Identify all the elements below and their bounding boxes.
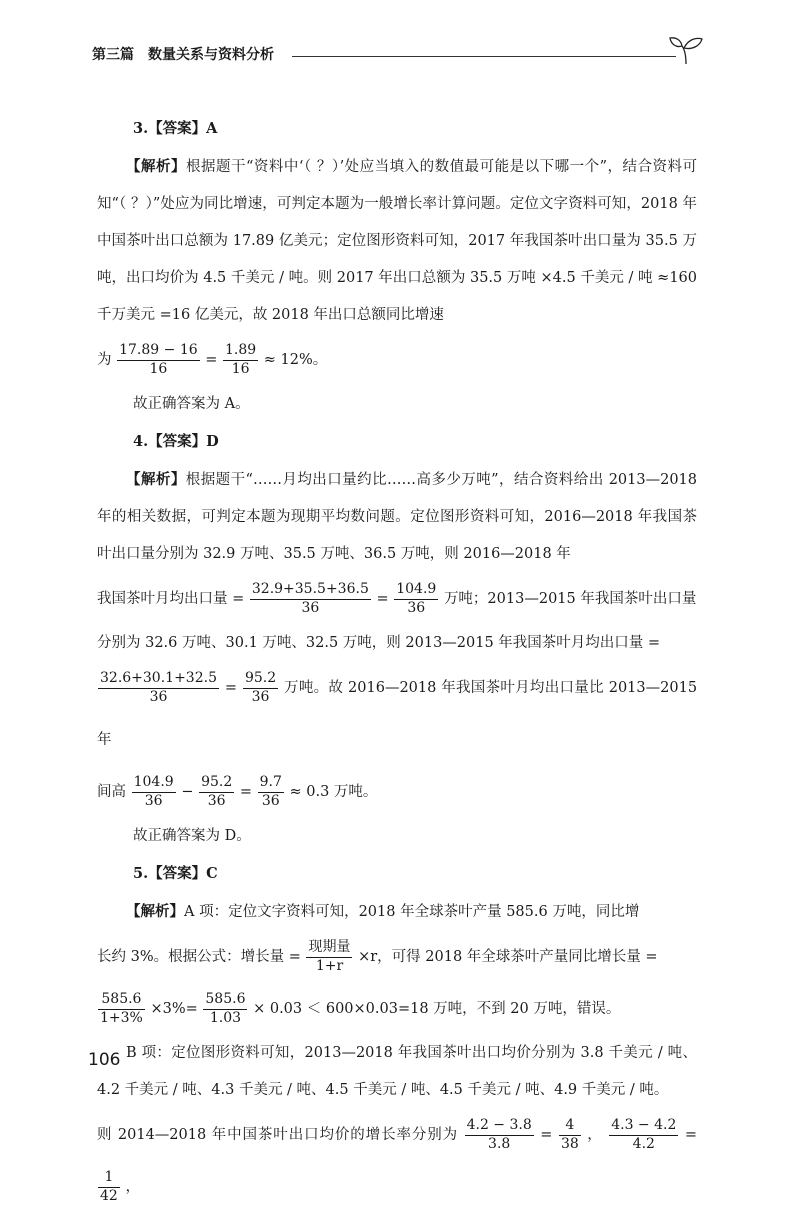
fraction: $\frac{4.3 - 4.2}{4.2}$ [611,1117,677,1152]
q5-equation-b: 长约 3%。根据公式：增长量 = $\frac{\text{现期量}}{1+r}$ ×r，可得 2018 年全球茶叶产量同比增长量 = [97,939,658,974]
q3-conclusion: 故正确答案为 A。 [133,396,250,412]
fraction: $\frac{9.7}{36}$ [259,774,282,809]
q5-text-2: B 项：定位图形资料可知，2013—2018 年我国茶叶出口均价分别为 3.8 千美元 / 吨、4.2 千美元 / 吨、4.3 千美元 / 吨、4.5 千美元 / 吨、4.5 千美元 / 吨、4.9 千美元 / 吨。 [97,1045,697,1098]
fraction: $\frac{95.2}{36}$ [244,670,277,705]
q3-equation: 为 $\frac{17.89 - 16}{16}$ = $\frac{1.89}{16}$ ≈ 12%。 [97,342,328,377]
fraction: $\frac{\text{现期量}}{1+r}$ [308,939,351,974]
q4-analysis-text: 根据题干“……月均出口量约比……高多少万吨”，结合资料给出 2013—2018 年的相关数据，可判定本题为现期平均数问题。定位图形资料可知，2016—2018 年我国茶叶出口量分别为 32.9 万吨、35.5 万吨、36.5 万吨，则 2016—2018 年 [97,472,697,562]
fraction: $\frac{17.89 - 16}{16}$ [119,342,198,377]
fraction: $\frac{32.6+30.1+32.5}{36}$ [100,670,217,705]
q5-equation-e: 则 2014—2018 年中国茶叶出口均价的增长率分别为 $\frac{4.2 - 3.8}{3.8}$ = $\frac{4}{38}$ ， $\frac{4.3 - 4.2}{4.2}$ = $\frac{1}{42}$ ， [97,1117,698,1204]
fraction: $\frac{104.9}{36}$ [133,774,174,809]
fraction: $\frac{4.2 - 3.8}{3.8}$ [466,1117,532,1152]
q4-equation-a: 我国茶叶月均出口量 = $\frac{32.9+35.5+36.5}{36}$ = $\frac{104.9}{36}$ 万吨；2013—2015 年我国茶叶出口量 [97,581,697,616]
fraction: $\frac{32.9+35.5+36.5}{36}$ [251,581,369,616]
q5-equation-c: $\frac{585.6}{1+3\%}$ ×3%= $\frac{585.6}{1.03}$ × 0.03 ＜ 600×0.03=18 万吨，不到 20 万吨，错误。 [100,991,621,1026]
q4-conclusion: 故正确答案为 D。 [133,828,251,844]
fraction: $\frac{585.6}{1.03}$ [205,991,246,1026]
q4-analysis [97,461,697,573]
q5-analysis-label: 【解析】 [126,903,184,920]
q4-answer: 4.【答案】D [133,433,219,450]
page-header [92,40,704,74]
q4-text-2: 分别为 32.6 万吨、30.1 万吨、32.5 万吨，则 2013—2015 年我国茶叶月均出口量 = [97,635,661,651]
page-number: 106 [88,1050,121,1070]
q3-analysis-text: 根据题干“资料中‘（ ？）’处应当填入的数值最可能是以下哪一个”，结合资料可知“（ ？）”处应为同比增速，可判定本题为一般增长率计算问题。定位文字资料可知，2018 年中国茶叶出口总额为 17.89 亿美元；定位图形资料可知，2017 年我国茶叶出口量为 35.5 万吨，出口均价为 4.5 千美元 / 吨。则 2017 年出口总额为 35.5 万吨 ×4.5 千美元 / 吨 ≈160 千万美元 =16 亿美元，故 2018 年出口总额同比增速 [97,159,697,323]
sprout-icon [668,34,704,66]
q4-equation-c: $\frac{32.6+30.1+32.5}{36}$ = $\frac{95.2}{36}$ 万吨。故 2016—2018 年我国茶叶月均出口量比 2013—2015 年 [97,670,698,748]
q3-analysis [97,148,697,334]
q4-analysis-label: 【解析】 [126,471,186,488]
fraction: $\frac{4}{38}$ [560,1117,579,1152]
q3-answer: 3.【答案】A [133,120,218,137]
q5-analysis [97,893,697,931]
fraction: $\frac{104.9}{36}$ [396,581,437,616]
fraction: $\frac{1.89}{16}$ [225,342,257,377]
q5-analysis-text: A 项：定位文字资料可知，2018 年全球茶叶产量 585.6 万吨，同比增 [184,904,640,920]
fraction: $\frac{1}{42}$ [100,1169,118,1204]
fraction: $\frac{585.6}{1+3\%}$ [100,991,143,1026]
q3-analysis-label: 【解析】 [126,158,186,175]
header-rule [292,56,676,57]
q5-answer: 5.【答案】C [133,865,218,882]
chapter-title: 第三篇 数量关系与资料分析 [92,47,274,63]
fraction: $\frac{95.2}{36}$ [201,774,233,809]
page-body [97,110,697,1213]
q4-equation-d: 间高 $\frac{104.9}{36}$ − $\frac{95.2}{36}$ = $\frac{9.7}{36}$ ≈ 0.3 万吨。 [97,774,378,809]
